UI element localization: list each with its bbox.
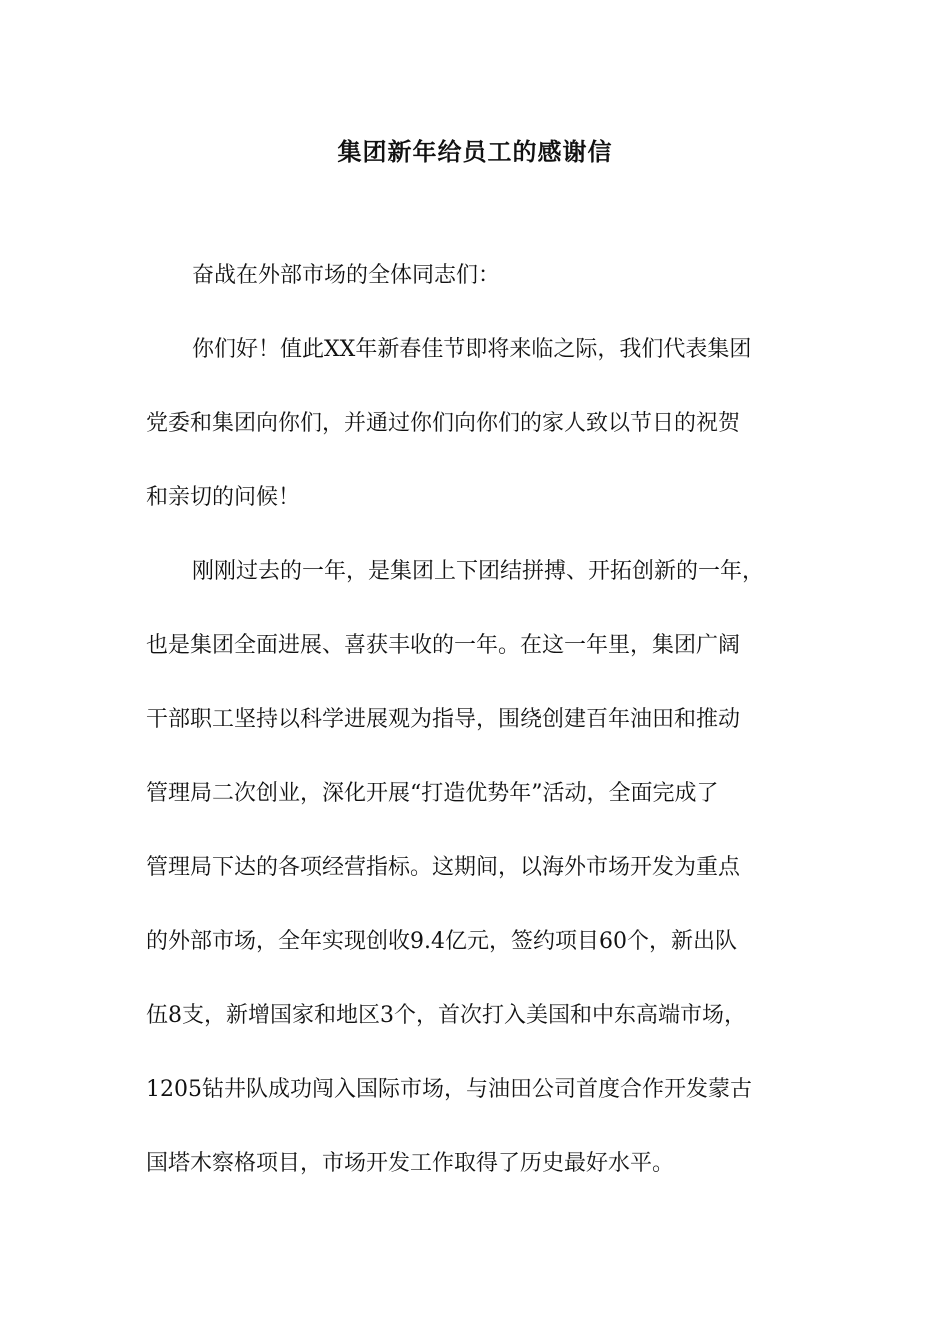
paragraph-1-line-1: 你们好！值此XX年新春佳节即将来临之际，我们代表集团: [192, 337, 752, 362]
salutation-line: 奋战在外部市场的全体同志们：: [192, 263, 501, 288]
paragraph-2-line-1: 刚刚过去的一年，是集团上下团结拼搏、开拓创新的一年，: [192, 559, 765, 584]
paragraph-2-line-7: 伍8支，新增国家和地区3个，首次打入美国和中东高端市场，: [146, 1003, 746, 1028]
paragraph-2-line-6: 的外部市场，全年实现创收9.4亿元，签约项目60个，新出队: [146, 929, 737, 954]
document-title: 集团新年给员工的感谢信: [337, 137, 613, 166]
paragraph-2-line-3: 干部职工坚持以科学进展观为指导，围绕创建百年油田和推动: [146, 707, 741, 732]
paragraph-1-line-3: 和亲切的问候！: [146, 485, 301, 510]
paragraph-1-line-2: 党委和集团向你们，并通过你们向你们的家人致以节日的祝贺: [146, 411, 741, 436]
paragraph-2-line-4: 管理局二次创业，深化开展“打造优势年”活动，全面完成了: [146, 781, 719, 806]
paragraph-2-line-5: 管理局下达的各项经营指标。这期间，以海外市场开发为重点: [146, 855, 741, 880]
document-body: [146, 256, 826, 1218]
paragraph-2-line-2: 也是集团全面进展、喜获丰收的一年。在这一年里，集团广阔: [146, 633, 741, 658]
paragraph-2-line-9: 国塔木察格项目，市场开发工作取得了历史最好水平。: [146, 1151, 675, 1176]
paragraph-2-line-8: 1205钻井队成功闯入国际市场，与油田公司首度合作开发蒙古: [146, 1077, 752, 1102]
